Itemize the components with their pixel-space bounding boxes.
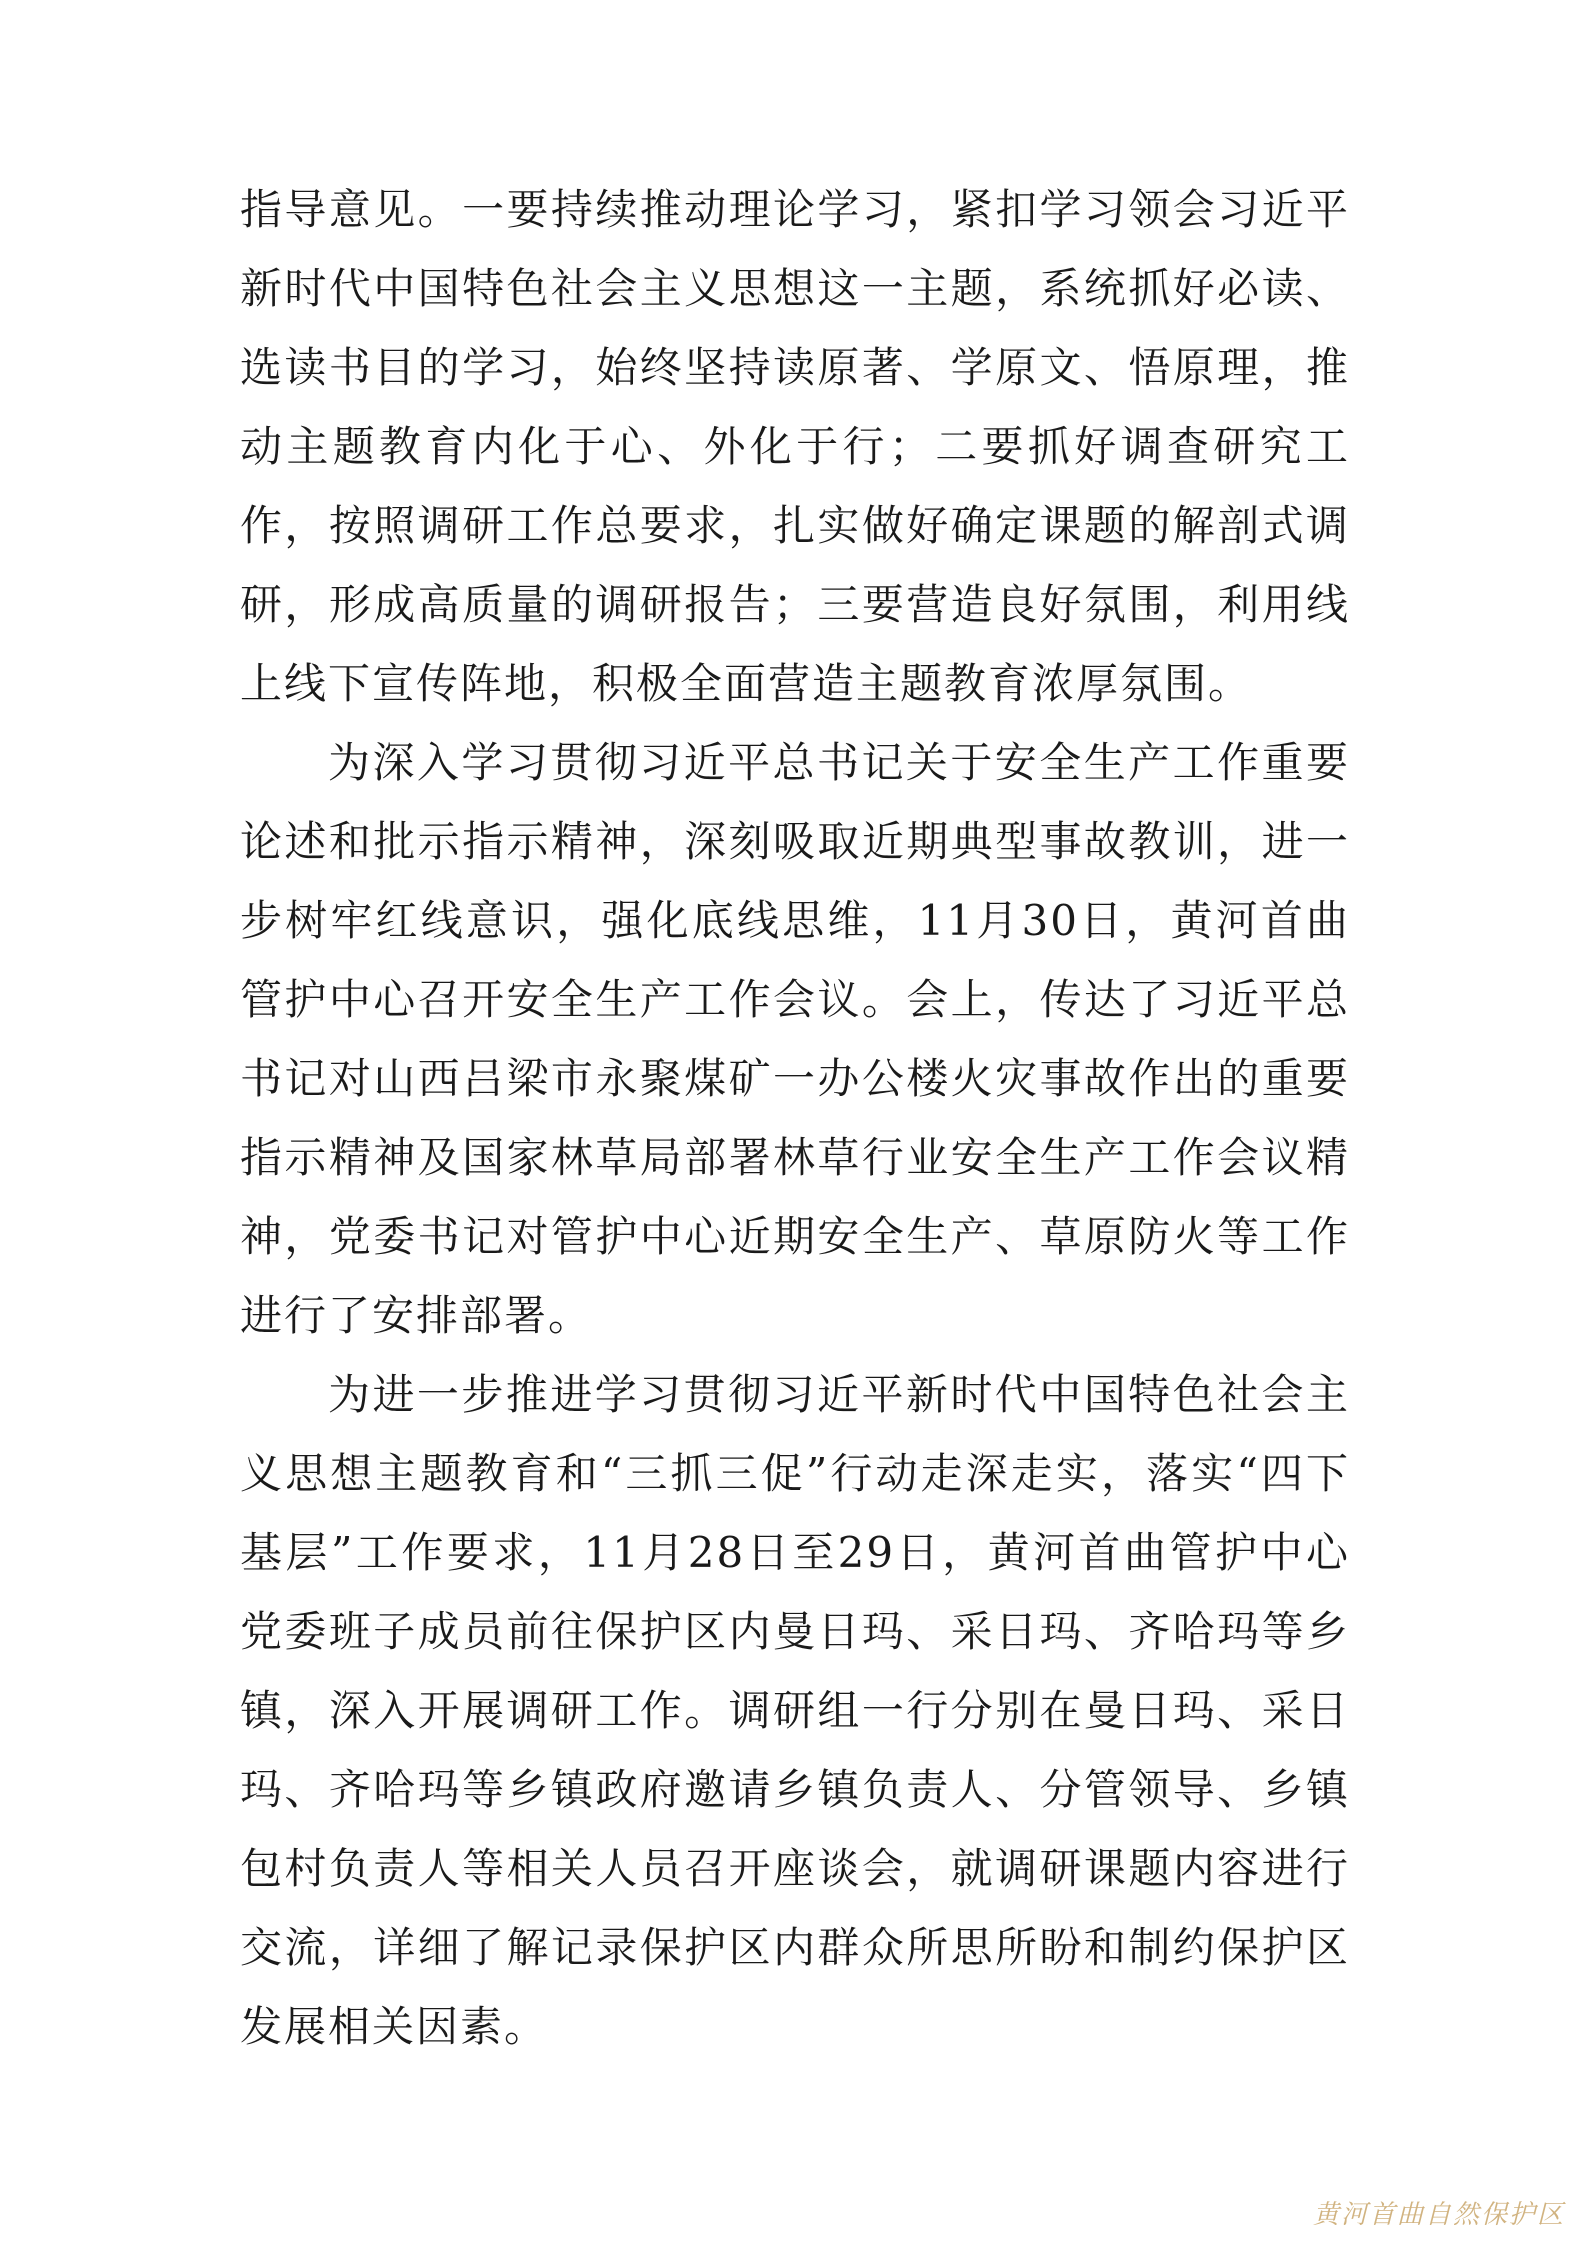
watermark: 黄河首曲自然保护区: [1312, 2200, 1565, 2230]
paragraph-3: 为进一步推进学习贯彻习近平新时代中国特色社会主义思想主题教育和“三抓三促”行动走深走实，落实“四下基层”工作要求，11月28日至29日，黄河首曲管护中心党委班子成员前往保护区内曼日玛、采日玛、齐哈玛等乡镇，深入开展调研工作。调研组一行分别在曼日玛、采日玛、齐哈玛等乡镇政府邀请乡镇负责人、分管领导、乡镇包村负责人等相关人员召开座谈会，就调研课题内容进行交流，详细了解记录保护区内群众所思所盼和制约保护区发展相关因素。: [240, 1370, 1350, 2051]
document-body: [240, 170, 1350, 2066]
paragraph-1: 指导意见。一要持续推动理论学习，紧扣学习领会习近平新时代中国特色社会主义思想这一主题，系统抓好必读、选读书目的学习，始终坚持读原著、学原文、悟原理，推动主题教育内化于心、外化于行；二要抓好调查研究工作，按照调研工作总要求，扎实做好确定课题的解剖式调研，形成高质量的调研报告；三要营造良好氛围，利用线上线下宣传阵地，积极全面营造主题教育浓厚氛围。: [240, 185, 1350, 708]
paragraph-2: 为深入学习贯彻习近平总书记关于安全生产工作重要论述和批示指示精神，深刻吸取近期典型事故教训，进一步树牢红线意识，强化底线思维，11月30日，黄河首曲管护中心召开安全生产工作会议。会上，传达了习近平总书记对山西吕梁市永聚煤矿一办公楼火灾事故作出的重要指示精神及国家林草局部署林草行业安全生产工作会议精神，党委书记对管护中心近期安全生产、草原防火等工作进行了安排部署。: [240, 738, 1350, 1340]
